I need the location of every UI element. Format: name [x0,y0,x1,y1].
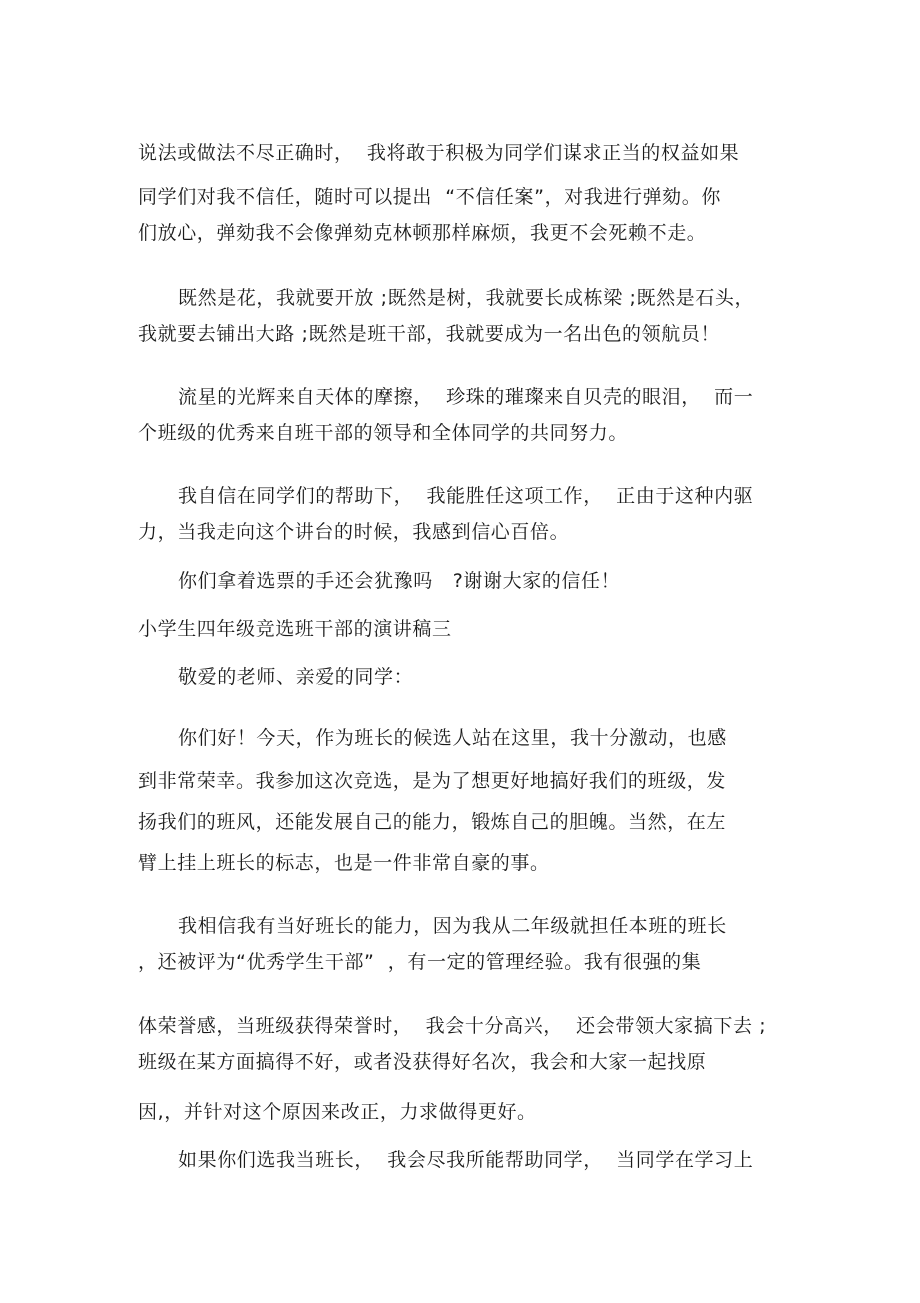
section-heading: 小学生四年级竞选班干部的演讲稿三 [138,618,452,640]
text-line: 到非常荣幸。我参加这次竞选，是为了想更好地搞好我们的班级，发 [138,770,727,792]
text-line: 我自信在同学们的帮助下， 我能胜任这项工作， 正由于这种内驱 [178,485,754,507]
text-line: 同学们对我不信任，随时可以提出 “不信任案”，对我进行弹劾。你 [138,186,721,208]
text-line: 们放心，弹劾我不会像弹劾克林顿那样麻烦，我更不会死赖不走。 [138,222,707,244]
text-line: 如果你们选我当班长， 我会尽我所能帮助同学， 当同学在学习上 [178,1149,754,1171]
text-line: 说法或做法不尽正确时， 我将敢于积极为同学们谋求正当的权益如果 [138,142,740,164]
text-line: 因,，并针对这个原因来改正，力求做得更好。 [138,1101,537,1123]
text-line: 我就要去铺出大路 ;既然是班干部，我就要成为一名出色的领航员！ [138,323,721,345]
text-line: 扬我们的班风，还能发展自己的能力，锻炼自己的胆魄。当然，在左 [138,811,727,833]
text-line: 体荣誉感，当班级获得荣誉时， 我会十分高兴， 还会带领大家搞下去 ; [138,1015,767,1037]
text-line: 我相信我有当好班长的能力，因为我从二年级就担任本班的班长 [178,915,727,937]
salutation: 敬爱的老师、亲爱的同学： [178,666,414,688]
text-line: 班级在某方面搞得不好，或者没获得好名次，我会和大家一起找原 [138,1051,707,1073]
text-line: 你们好！今天，作为班长的候选人站在这里，我十分激动，也感 [178,727,727,749]
text-line: 既然是花，我就要开放 ;既然是树，我就要长成栋梁 ;既然是石头， [178,287,755,309]
text-line: 你们拿着选票的手还会犹豫吗 ?谢谢大家的信任！ [178,570,621,592]
text-line: 流星的光辉来自天体的摩擦， 珍珠的璀璨来自贝壳的眼泪， 而一 [178,386,754,408]
text-line: 臂上挂上班长的标志，也是一件非常自豪的事。 [138,852,550,874]
text-line: 力，当我走向这个讲台的时候，我感到信心百倍。 [138,521,570,543]
text-line: ，还被评为“优秀学生干部” ，有一定的管理经验。我有很强的集 [138,951,702,973]
text-line: 个班级的优秀来自班干部的领导和全体同学的共同努力。 [138,422,629,444]
